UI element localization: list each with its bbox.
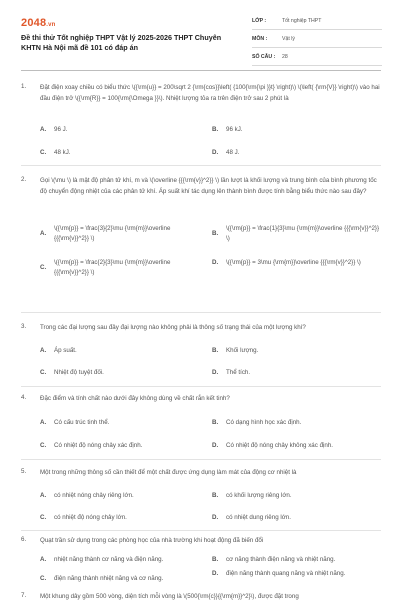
question-text: Một trong những thông số cần thiết để một chất được ứng dụng làm mát của động cơ nhiệt là: [40, 469, 297, 476]
option-d[interactable]: [212, 148, 380, 158]
option-letter: B.: [212, 126, 219, 134]
question-number: 4.: [21, 394, 27, 401]
option-letter: C.: [40, 514, 47, 522]
meta-key: MÔN :: [252, 35, 268, 42]
option-letter: C.: [40, 442, 47, 450]
option-c[interactable]: [40, 258, 205, 277]
option-letter: C.: [40, 575, 47, 583]
option-c[interactable]: [40, 368, 205, 378]
option-b[interactable]: [212, 491, 380, 501]
option-a[interactable]: [40, 125, 205, 135]
option-letter: B.: [212, 492, 219, 500]
option-text: điện năng thành quang năng và nhiệt năng.: [226, 570, 346, 577]
meta-row-class: [252, 12, 382, 30]
exam-meta: [252, 12, 382, 66]
option-letter: A.: [40, 126, 47, 134]
question-separator: [21, 165, 381, 166]
meta-key: SỐ CÂU :: [252, 53, 276, 60]
question-number: 7.: [21, 592, 27, 599]
option-text: Áp suất.: [54, 347, 77, 354]
meta-value: 28: [282, 53, 288, 60]
option-letter: A.: [40, 230, 47, 237]
question-text: Quạt trần sử dụng trong các phòng học của nhà trường khi hoạt động đã biến đổi: [40, 537, 264, 544]
option-letter: D.: [212, 369, 219, 377]
question-separator: [21, 386, 381, 387]
option-letter: D.: [212, 514, 219, 522]
option-text: \({\rm{p}} = \frac{3}{2}\mu {\rm{m}}\overline {{{\rm{v}}^2}} \): [54, 225, 171, 242]
option-letter: A.: [40, 347, 47, 355]
option-text: 96 kJ.: [226, 126, 243, 133]
site-logo[interactable]: 2048.vn: [21, 17, 56, 29]
option-text: 48 J.: [226, 149, 240, 156]
option-c[interactable]: [40, 148, 205, 158]
option-letter: C.: [40, 369, 47, 377]
option-text: Có cấu trúc tinh thể.: [54, 419, 110, 426]
question-number: 3.: [21, 323, 27, 330]
option-letter: D.: [212, 570, 219, 578]
option-text: \({\rm{p}} = \frac{1}{3}\mu {\rm{m}}\overline {{{\rm{v}}^2}} \): [226, 225, 380, 242]
option-text: điện năng thành nhiệt năng và cơ năng.: [54, 575, 164, 582]
option-d[interactable]: [212, 258, 380, 268]
option-text: có khối lượng riêng lớn.: [226, 492, 292, 499]
option-b[interactable]: [212, 224, 380, 243]
option-text: Có nhiệt độ nóng chảy không xác định.: [226, 442, 333, 449]
option-text: 48 kJ.: [54, 149, 71, 156]
option-letter: B.: [212, 230, 219, 237]
option-d[interactable]: [212, 441, 380, 451]
option-letter: B.: [212, 419, 219, 427]
question-text: Trong các đại lượng sau đây đại lượng nào không phải là thông số trạng thái của một lượng khí?: [40, 324, 306, 331]
option-text: Có dạng hình học xác định.: [226, 419, 302, 426]
option-d[interactable]: [212, 513, 380, 523]
option-text: Thể tích.: [226, 369, 251, 376]
option-text: \({\rm{p}} = 3\mu {\rm{m}}\overline {{{\rm{v}}^2}} \): [226, 259, 361, 266]
option-text: cơ năng thành điện năng và nhiệt năng.: [226, 556, 336, 563]
header-divider: [21, 70, 381, 71]
question-separator: [21, 312, 381, 313]
option-a[interactable]: [40, 346, 205, 356]
option-a[interactable]: [40, 555, 205, 565]
option-c[interactable]: [40, 574, 205, 584]
option-d[interactable]: [212, 569, 380, 579]
option-b[interactable]: [212, 555, 380, 565]
option-letter: C.: [40, 264, 47, 271]
option-letter: B.: [212, 347, 219, 355]
question-number: 2.: [21, 176, 27, 183]
option-c[interactable]: [40, 441, 205, 451]
option-d[interactable]: [212, 368, 380, 378]
option-letter: D.: [212, 149, 219, 157]
option-text: Nhiệt độ tuyệt đối.: [54, 369, 104, 376]
question-text: Đặc điểm và tính chất nào dưới đây không dùng về chất rắn kết tinh?: [40, 395, 230, 402]
question-separator: [21, 459, 381, 460]
option-b[interactable]: [212, 125, 380, 135]
option-letter: A.: [40, 556, 47, 564]
meta-row-subject: [252, 30, 382, 48]
question-separator: [21, 530, 381, 531]
question-number: 1.: [21, 83, 27, 90]
option-text: \({\rm{p}} = \frac{2}{3}\mu {\rm{m}}\overline {{{\rm{v}}^2}} \): [54, 259, 171, 276]
question-number: 5.: [21, 468, 27, 475]
option-letter: A.: [40, 492, 47, 500]
option-letter: A.: [40, 419, 47, 427]
option-a[interactable]: [40, 491, 205, 501]
option-letter: D.: [212, 442, 219, 450]
meta-row-count: [252, 48, 382, 66]
option-text: nhiệt năng thành cơ năng và điện năng.: [54, 556, 164, 563]
option-b[interactable]: [212, 346, 380, 356]
option-text: Có nhiệt độ nóng chảy xác định.: [54, 442, 143, 449]
option-text: có nhiệt dung riêng lớn.: [226, 514, 291, 521]
option-text: Khối lượng.: [226, 347, 259, 354]
option-letter: D.: [212, 259, 219, 267]
option-c[interactable]: [40, 513, 205, 523]
exam-title: Đề thi thử Tốt nghiệp THPT Vật lý 2025-2026 THPT Chuyên KHTN Hà Nội mã đề 101 có đáp án: [21, 33, 222, 52]
option-a[interactable]: [40, 224, 205, 243]
page-header: [0, 0, 400, 74]
question-number: 6.: [21, 536, 27, 543]
meta-value: Tốt nghiệp THPT: [282, 17, 322, 24]
meta-value: Vật lý: [282, 35, 295, 42]
question-text: Đặt điện xoay chiều có biểu thức \({\rm{u}} = 200\sqrt 2 {\rm{cos}}\left( {100{\rm{\pi }}t} \right)\) \(\left( {\rm{V}} \right)\) vào hai đầu điện trở \({\rm{R}} = 100{\rm{\Omega }}\). Nhiệt lượng tỏa ra trên điện trở sau 2 phút là: [40, 84, 380, 102]
option-text: có nhiệt độ nóng chảy lớn.: [54, 514, 127, 521]
option-text: có nhiệt nóng chảy riêng lớn.: [54, 492, 134, 499]
option-text: 96 J.: [54, 126, 68, 133]
question-text: Một khung dây gồm 500 vòng, diện tích mỗi vòng là \(500{\rm{c}}{{\rm{m}}^2}\), được đặt trong: [40, 593, 299, 600]
meta-key: LỚP :: [252, 17, 267, 24]
option-b[interactable]: [212, 418, 380, 428]
question-text: Gọi \(\mu \) là mật độ phân tử khí, m và \(\overline {{{\rm{v}}^2}} \) lần lượt là khối lượng và trung bình của bình phương tốc độ chuyển động nhiệt của các phân tử khí. Áp suất khí tác dụng lên thành bình được tính bằng biểu thức nào sau đây?: [40, 177, 377, 195]
option-letter: C.: [40, 149, 47, 157]
option-a[interactable]: [40, 418, 205, 428]
option-letter: B.: [212, 556, 219, 564]
